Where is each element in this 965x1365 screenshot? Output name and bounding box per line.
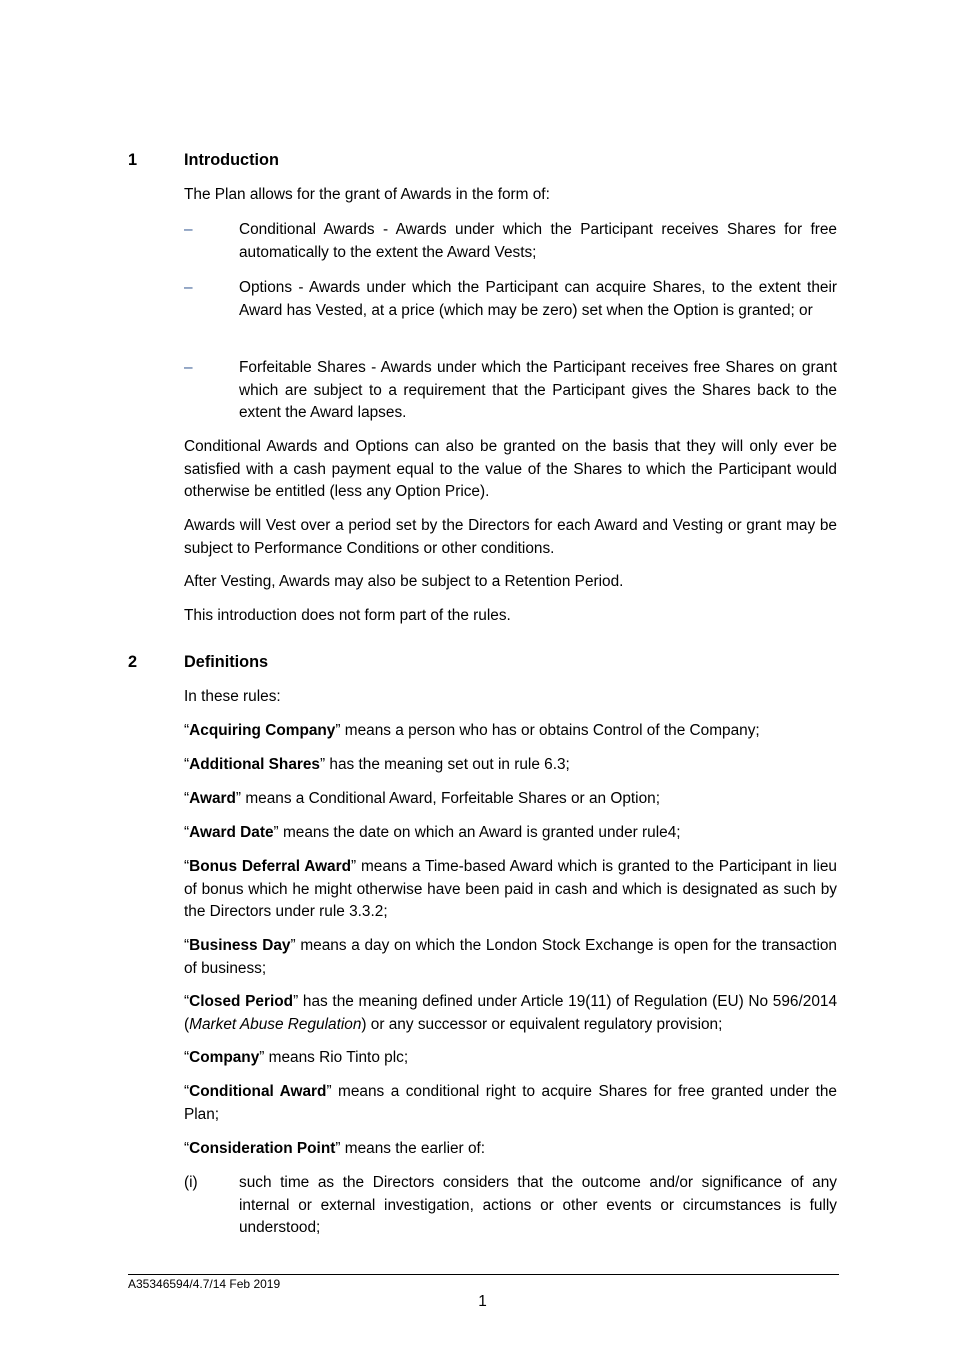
section-number: 1 [128, 151, 138, 169]
dash-bullet-icon: – [184, 221, 193, 238]
intro-bullet [184, 219, 837, 264]
intro-bullet [184, 277, 837, 322]
footer-document-reference: A35346594/4.7/14 Feb 2019 [128, 1277, 281, 1291]
definition-text: means a person who has or obtains Control of the Company; [340, 722, 760, 739]
section-title: Definitions [184, 653, 269, 671]
section-title: Introduction [184, 151, 279, 169]
definition-entry: “Closed Period” has the meaning defined under Article 19(11) of Regulation (EU) No 596/2014 (Market Abuse Regulation) or any successor or equivalent regulatory provision; [184, 993, 838, 1033]
page-number: 1 [478, 1293, 487, 1310]
defined-term: Conditional Award [189, 1083, 327, 1100]
definition-entry: “Acquiring Company” means a person who has or obtains Control of the Company; [184, 722, 760, 739]
definitions-lead: In these rules: [184, 688, 281, 705]
sub-item-marker: (i) [184, 1174, 198, 1191]
bullet-text: Options - Awards under which the Participant can acquire Shares, to the extent their Award has Vested, at a price (which may be zero) set when the Option is granted; or [239, 279, 837, 319]
defined-term: Award [189, 790, 236, 807]
definition-entry: “Award” means a Conditional Award, Forfeitable Shares or an Option; [184, 790, 660, 807]
defined-term: Acquiring Company [189, 722, 336, 739]
defined-term: Award Date [189, 824, 274, 841]
definition-italic-text: Market Abuse Regulation [189, 1015, 362, 1033]
definition-entry: “Company” means Rio Tinto plc; [184, 1049, 409, 1066]
definition-entry: “Bonus Deferral Award” means a Time-based Award which is granted to the Participant in lieu of bonus which he might otherwise have been paid in cash and which is designated as such by the Directors under rule 3.3.2; [184, 858, 837, 920]
section-number: 2 [128, 653, 138, 671]
dash-bullet-icon: – [184, 359, 193, 376]
dash-bullet-icon: – [184, 279, 193, 296]
definition-text: means Rio Tinto plc; [264, 1049, 409, 1066]
definition-text: ) or any successor or equivalent regulatory provision; [361, 1015, 723, 1033]
definition-text: means a Conditional Award, Forfeitable Shares or an Option; [241, 790, 660, 807]
defined-term: Consideration Point [189, 1140, 336, 1157]
bullet-text: Conditional Awards - Awards under which the Participant receives Shares for free automatically to the extent the Award Vests; [239, 221, 837, 261]
intro-paragraph: Awards will Vest over a period set by the Directors for each Award and Vesting or grant may be subject to Performance Conditions or other conditions. [184, 517, 837, 557]
intro-bullet [184, 357, 837, 425]
definition-entry: “Award Date” means the date on which an Award is granted under rule4; [184, 824, 681, 841]
definition-text: means a conditional right to acquire Shares for free granted under the Plan; [184, 1083, 837, 1123]
definition-text: means a Time-based Award which is granted to the Participant in lieu of bonus which he might otherwise have been paid in cash and which is designated as such by the Directors under rule 3.3.2; [184, 858, 837, 920]
intro-paragraph: After Vesting, Awards may also be subject to a Retention Period. [184, 573, 624, 590]
definition-entry: “Conditional Award” means a conditional right to acquire Shares for free granted under the Plan; [184, 1083, 837, 1123]
definition-text: means the date on which an Award is granted under rule4; [278, 824, 681, 841]
definition-sub-item [184, 1172, 837, 1240]
definition-entry: “Consideration Point” means the earlier of: [184, 1140, 486, 1157]
definition-text: means a day on which the London Stock Exchange is open for the transaction of business; [184, 937, 837, 977]
intro-lead: The Plan allows for the grant of Awards in the form of: [184, 186, 550, 203]
intro-paragraph: Conditional Awards and Options can also be granted on the basis that they will only ever be satisfied with a cash payment equal to the value of the Shares to which the Participant would otherwise be entitled (less any Option Price). [184, 438, 837, 500]
defined-term: Bonus Deferral Award [189, 858, 351, 875]
definition-text: has the meaning defined under Article 19(11) of Regulation (EU) No 596/2014 ( [184, 993, 838, 1033]
bullet-text: Forfeitable Shares - Awards under which the Participant receives free Shares on grant which are subject to a requirement that the Participant gives the Shares back to the extent the Award lapses. [239, 359, 837, 421]
intro-paragraph: This introduction does not form part of the rules. [184, 607, 511, 624]
definition-text: means the earlier of: [340, 1140, 486, 1157]
definition-text: has the meaning set out in rule 6.3; [325, 756, 570, 773]
footer-divider [128, 1274, 839, 1275]
defined-term: Company [189, 1049, 260, 1066]
definition-entry: “Business Day” means a day on which the London Stock Exchange is open for the transaction of business; [184, 937, 837, 977]
defined-term: Business Day [189, 937, 291, 954]
definition-entry: “Additional Shares” has the meaning set out in rule 6.3; [184, 756, 570, 773]
defined-term: Closed Period [189, 993, 294, 1010]
sub-item-text: such time as the Directors considers that the outcome and/or significance of any internal or external investigation, actions or other events or circumstances is fully understood; [239, 1174, 837, 1236]
defined-term: Additional Shares [189, 756, 320, 773]
